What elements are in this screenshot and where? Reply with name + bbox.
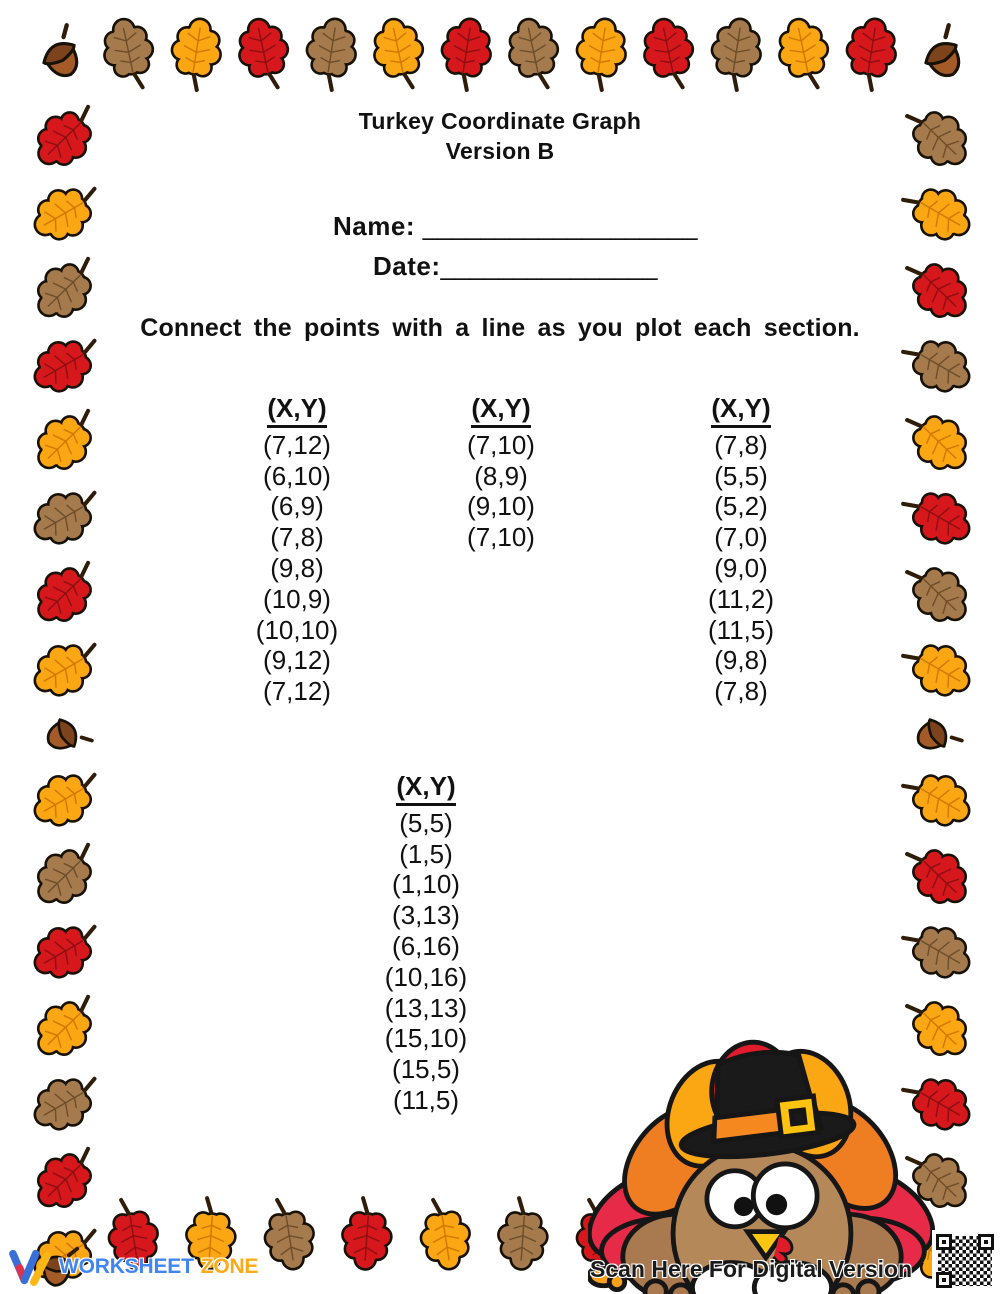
w-logo-icon bbox=[6, 1248, 56, 1286]
leaf-icon bbox=[38, 402, 96, 478]
coordinate-pair: (7,12) bbox=[263, 429, 331, 460]
coordinate-pair: (5,2) bbox=[714, 491, 768, 522]
leaf-icon bbox=[38, 988, 96, 1064]
brand-name-zone: ZONE bbox=[200, 1255, 259, 1278]
leaf-icon bbox=[908, 760, 966, 836]
leaf-icon bbox=[38, 478, 96, 554]
leaf-icon bbox=[908, 402, 966, 478]
leaf-border-left bbox=[24, 98, 110, 1216]
title-line: Turkey Coordinate Graph bbox=[358, 108, 642, 134]
leaf-icon bbox=[338, 1196, 396, 1272]
coordinate-pair: (15,5) bbox=[392, 1054, 460, 1085]
acorn-icon bbox=[910, 706, 964, 760]
leaf-icon bbox=[100, 16, 158, 92]
leaf-icon bbox=[572, 16, 630, 92]
version-label: Version B bbox=[445, 138, 555, 164]
leaf-icon bbox=[908, 912, 966, 988]
coordinate-pair: (9,10) bbox=[467, 491, 535, 522]
leaf-icon bbox=[437, 16, 495, 92]
coordinate-pair: (8,9) bbox=[474, 460, 528, 491]
leaf-icon bbox=[416, 1196, 474, 1272]
leaf-icon bbox=[707, 16, 765, 92]
coordinate-pair: (10,16) bbox=[384, 961, 468, 992]
leaf-border-top bbox=[28, 6, 972, 102]
coordinate-pair: (3,13) bbox=[392, 900, 460, 931]
coordinate-pair: (11,5) bbox=[393, 1084, 459, 1115]
date-blank-line: _______________ bbox=[440, 251, 658, 281]
coordinate-pair: (9,8) bbox=[714, 645, 768, 676]
instruction-text: Connect the points with a line as you plot each section. bbox=[140, 314, 860, 342]
name-label: Name: bbox=[333, 211, 415, 241]
coordinate-pair: (9,8) bbox=[270, 552, 324, 583]
leaf-icon bbox=[908, 554, 966, 630]
qr-finder-icon bbox=[936, 1272, 952, 1288]
coordinate-pair: (11,5) bbox=[708, 614, 774, 645]
leaf-icon bbox=[494, 1196, 552, 1272]
coordinate-column-2 bbox=[431, 393, 571, 553]
coordinate-pair: (10,10) bbox=[255, 614, 339, 645]
acorn-icon bbox=[28, 23, 90, 85]
coordinate-pair: (7,10) bbox=[467, 429, 535, 460]
leaf-icon bbox=[38, 912, 96, 988]
leaf-icon bbox=[38, 554, 96, 630]
leaf-icon bbox=[235, 16, 293, 92]
leaf-icon bbox=[505, 16, 563, 92]
eyes bbox=[707, 1164, 817, 1228]
coordinate-pair: (5,5) bbox=[399, 807, 453, 838]
coordinate-pair: (6,16) bbox=[392, 930, 460, 961]
coordinate-pair: (10,9) bbox=[263, 583, 331, 614]
coordinate-pair: (7,8) bbox=[714, 676, 768, 707]
date-label: Date: bbox=[373, 251, 441, 281]
coordinate-column-header: (X,Y) bbox=[267, 393, 326, 428]
coordinate-pair: (9,12) bbox=[263, 645, 331, 676]
qr-finder-icon bbox=[978, 1234, 994, 1250]
coordinate-pair: (6,9) bbox=[270, 491, 324, 522]
leaf-icon bbox=[842, 16, 900, 92]
coordinate-pair: (1,5) bbox=[399, 838, 453, 869]
leaf-icon bbox=[908, 836, 966, 912]
leaf-icon bbox=[38, 1064, 96, 1140]
turkey-illustration bbox=[588, 1032, 936, 1294]
coordinate-pair: (7,0) bbox=[714, 522, 768, 553]
leaf-icon bbox=[908, 630, 966, 706]
coordinate-pair: (1,10) bbox=[392, 869, 460, 900]
coordinate-pair: (9,0) bbox=[714, 552, 768, 583]
brand-logo bbox=[6, 1248, 258, 1286]
leaf-icon bbox=[167, 16, 225, 92]
coordinate-column-1 bbox=[227, 393, 367, 707]
leaf-icon bbox=[640, 16, 698, 92]
coordinate-pair: (5,5) bbox=[714, 460, 768, 491]
leaf-icon bbox=[908, 174, 966, 250]
coordinate-column-4 bbox=[356, 771, 496, 1116]
coordinate-pair: (7,8) bbox=[714, 429, 768, 460]
acorn-icon bbox=[40, 706, 94, 760]
leaf-icon bbox=[908, 478, 966, 554]
scan-here-text: Scan Here For Digital Version bbox=[590, 1256, 913, 1282]
acorn-icon bbox=[910, 23, 972, 85]
qr-code bbox=[932, 1230, 998, 1292]
page-title bbox=[0, 106, 1000, 166]
date-row bbox=[373, 251, 657, 282]
leaf-icon bbox=[38, 760, 96, 836]
coordinate-pair: (6,10) bbox=[263, 460, 331, 491]
brand-name-worksheet: WORKSHEET bbox=[59, 1255, 194, 1278]
name-row bbox=[333, 211, 697, 242]
coordinate-column-header: (X,Y) bbox=[471, 393, 530, 428]
name-blank-line: ___________________ bbox=[422, 211, 698, 241]
coordinate-pair: (11,2) bbox=[708, 583, 774, 614]
coordinate-pair: (7,12) bbox=[263, 676, 331, 707]
leaf-icon bbox=[38, 630, 96, 706]
coordinate-column-header: (X,Y) bbox=[396, 771, 455, 806]
coordinate-pair: (7,8) bbox=[270, 522, 324, 553]
leaf-icon bbox=[38, 174, 96, 250]
leaf-icon bbox=[370, 16, 428, 92]
coordinate-pair: (13,13) bbox=[384, 992, 468, 1023]
coordinate-column-3 bbox=[671, 393, 811, 707]
coordinate-pair: (7,10) bbox=[467, 522, 535, 553]
coordinate-column-header: (X,Y) bbox=[711, 393, 770, 428]
leaf-icon bbox=[260, 1196, 318, 1272]
qr-finder-icon bbox=[936, 1234, 952, 1250]
leaf-icon bbox=[775, 16, 833, 92]
leaf-icon bbox=[38, 836, 96, 912]
coordinate-pair: (15,10) bbox=[384, 1023, 468, 1054]
leaf-icon bbox=[302, 16, 360, 92]
